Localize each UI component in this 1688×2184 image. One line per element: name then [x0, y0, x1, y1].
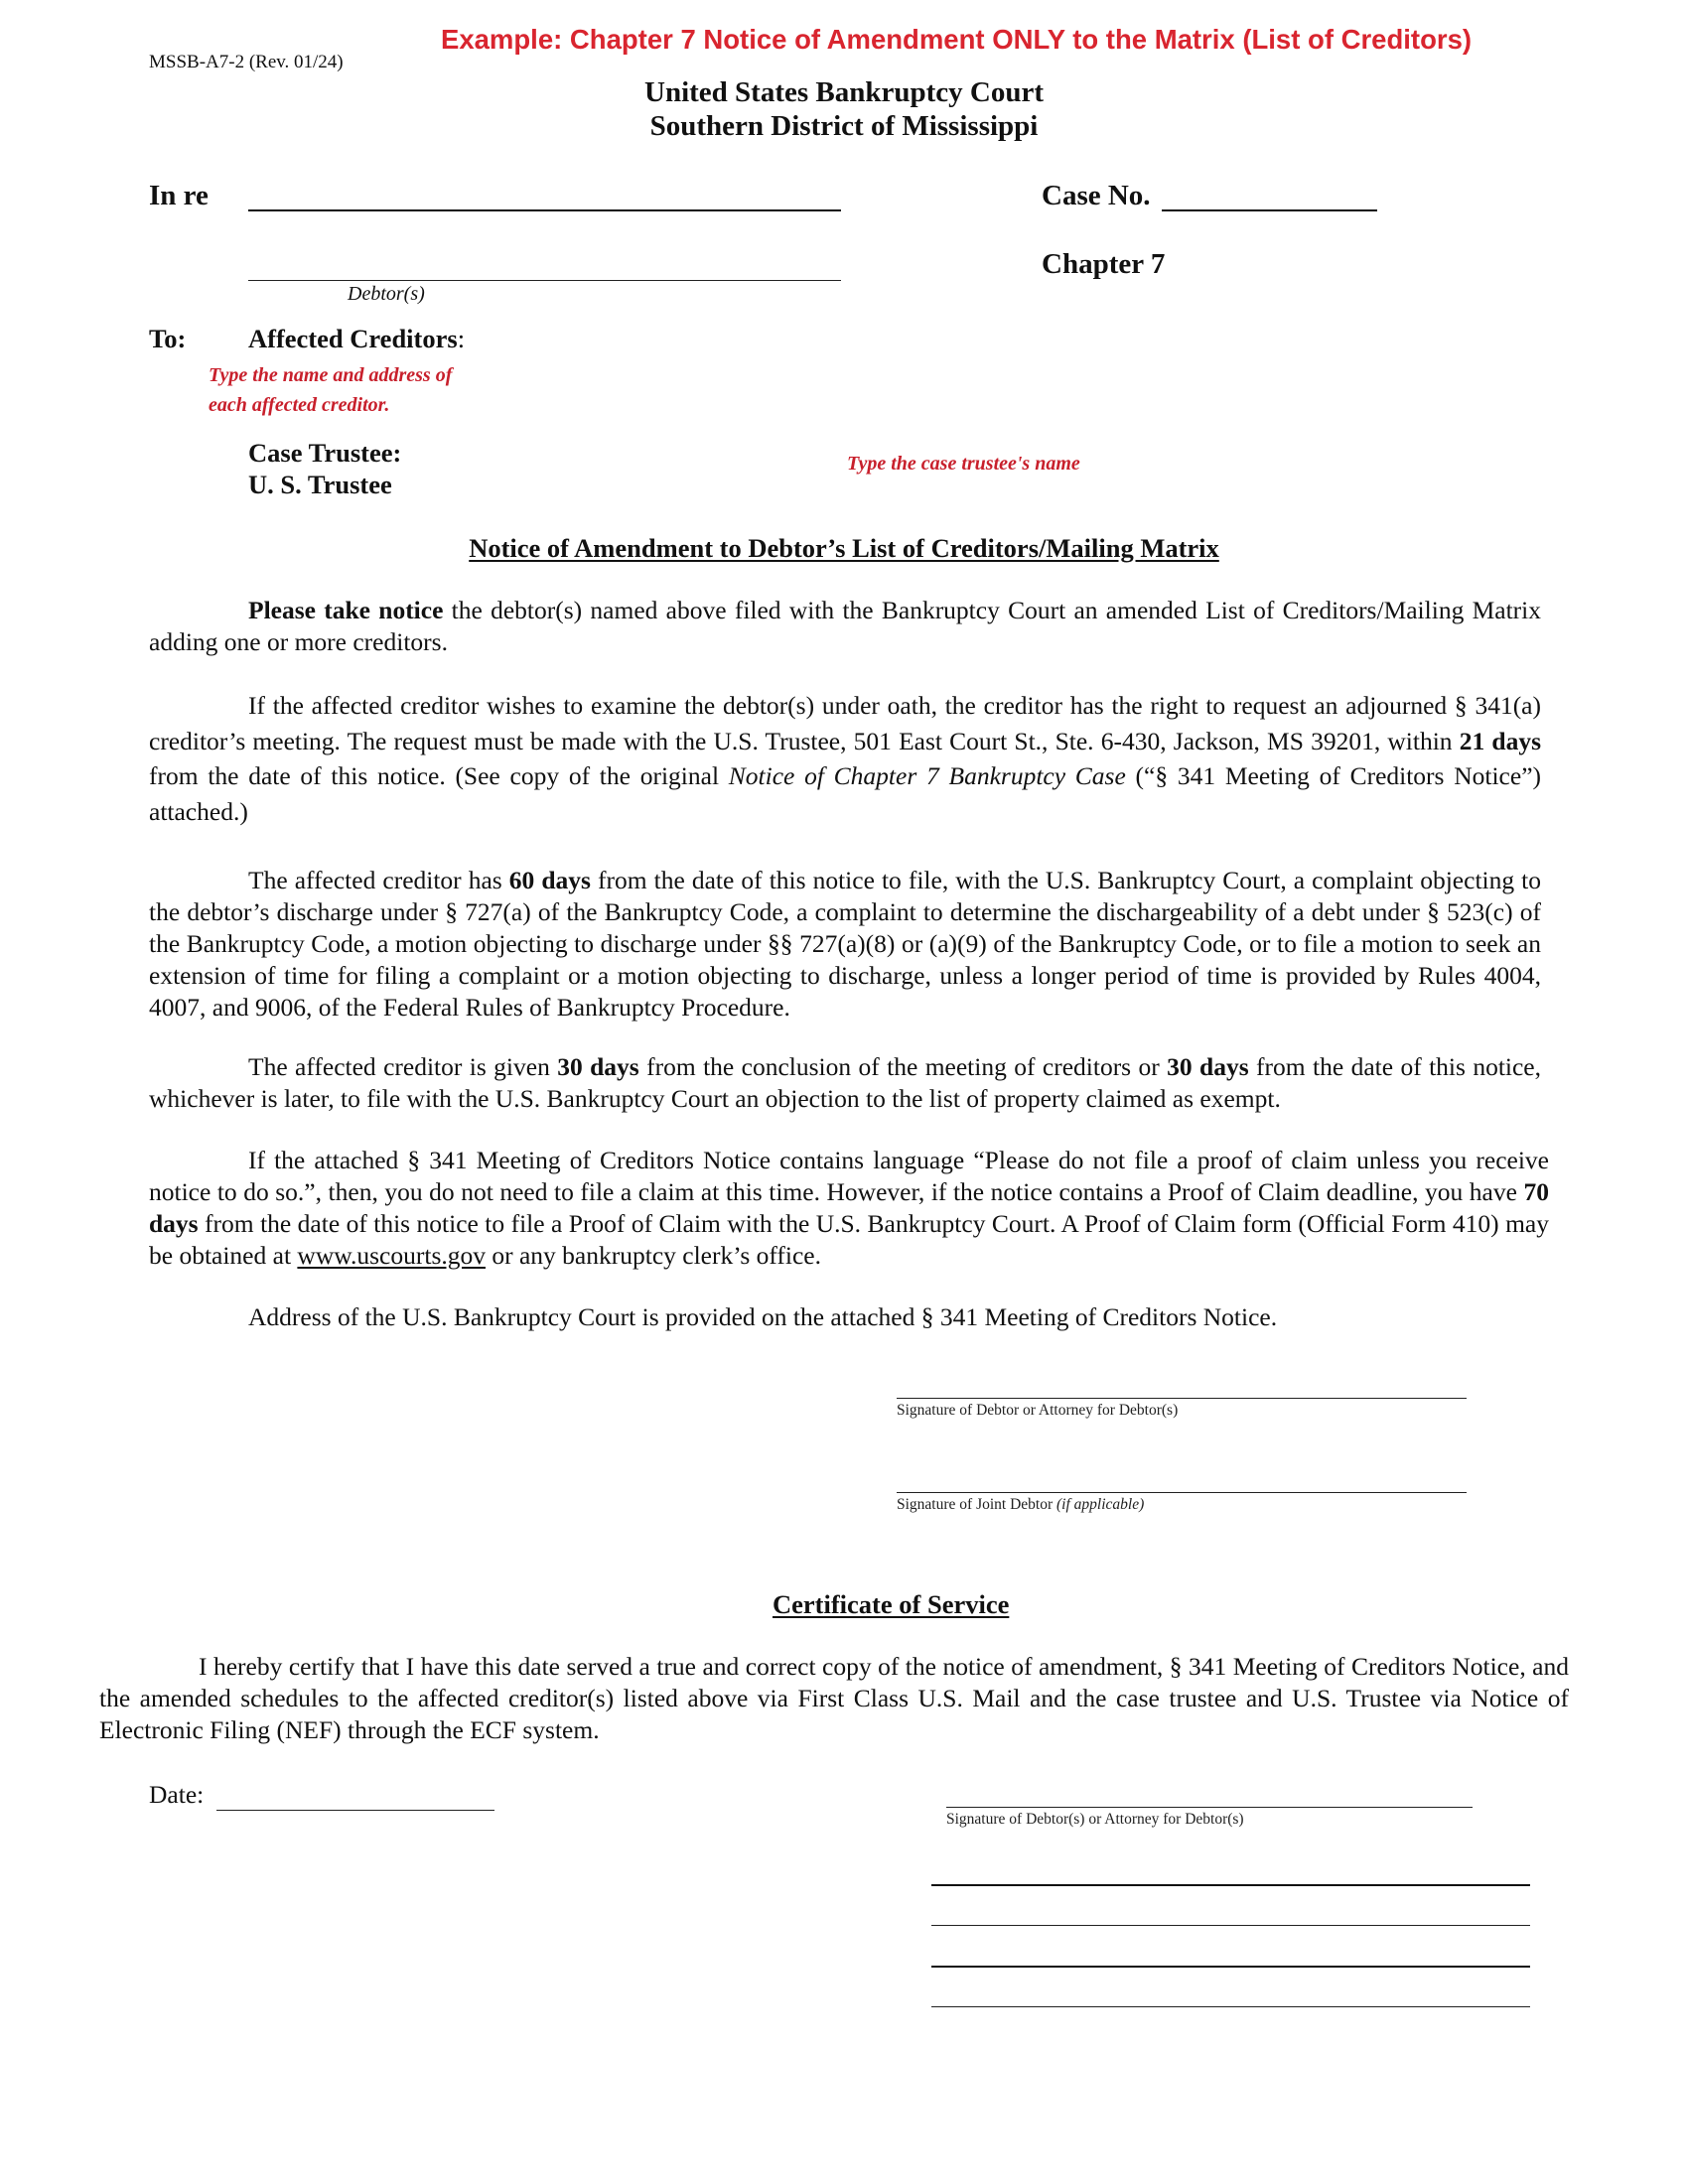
in-re-label: In re: [149, 180, 209, 211]
p4-deadline-2: 30 days: [1167, 1052, 1249, 1081]
joint-debtor-signature-label: [897, 1496, 1144, 1514]
chapter-label: Chapter 7: [1042, 248, 1166, 280]
notice-paragraph-1: [149, 595, 1541, 658]
trustee-hint: Type the case trustee's name: [847, 453, 1080, 475]
p2-text-a: If the affected creditor wishes to examine the debtor(s) under oath, the creditor has the right to request an adjourned § 341(a) creditor’s meeting. The request must be made with the U.S. Trustee, 501 East Court St., Ste. 6-430, Jackson, MS 39201, within: [149, 691, 1541, 755]
notice-paragraph-3: [149, 865, 1541, 1024]
debtor-name-line-1[interactable]: [248, 209, 841, 211]
p1-text: the debtor(s) named above filed with the Bankruptcy Court an amended List of Creditors/Mailing Matrix adding one or more creditors.: [149, 596, 1541, 656]
certificate-text: I hereby certify that I have this date served a true and correct copy of the notice of amendment, § 341 Meeting of Creditors Notice, and the amended schedules to the affected creditor(s) listed above via First Class U.S. Mail and the case trustee and U.S. Trustee via Notice of Electronic Filing (NEF) through the ECF system.: [99, 1652, 1569, 1744]
p2-text-b: from the date of this notice. (See copy of the original: [149, 761, 729, 790]
please-take-notice: Please take notice: [248, 596, 444, 624]
debtor-signature-line[interactable]: [897, 1398, 1467, 1399]
joint-debtor-signature-line[interactable]: [897, 1492, 1467, 1493]
affected-creditors-label: Affected Creditors: [248, 324, 458, 353]
case-no-label: Case No.: [1042, 180, 1151, 211]
attorney-info-line-1[interactable]: [931, 1884, 1530, 1886]
certificate-body: [99, 1651, 1569, 1746]
certificate-signature-line[interactable]: [946, 1807, 1473, 1808]
p3-text-b: from the date of this notice to file, with the U.S. Bankruptcy Court, a complaint objecting to the debtor’s discharge under § 727(a) of the Bankruptcy Code, a complaint to determine the dischargeability of a debt under § 523(c) of the Bankruptcy Code, a motion objecting to discharge under §§ 727(a)(8) or (a)(9) of the Bankruptcy Code, or to file a motion to seek an extension of time for filing a complaint or a motion objecting to discharge, unless a longer period of time is provided by Rules 4004, 4007, and 9006, of the Federal Rules of Bankruptcy Procedure.: [149, 866, 1542, 1022]
p2-notice-title: Notice of Chapter 7 Bankruptcy Case: [728, 761, 1126, 790]
p4-deadline-1: 30 days: [557, 1052, 639, 1081]
attorney-info-line-4[interactable]: [931, 2006, 1530, 2007]
joint-sig-if-applicable: (if applicable): [1056, 1496, 1145, 1513]
p4-text-a: The affected creditor is given: [248, 1052, 558, 1081]
p5-text-c: or any bankruptcy clerk’s office.: [486, 1241, 821, 1270]
creditor-hint-line-1: Type the name and address of: [209, 364, 453, 386]
p3-text-a: The affected creditor has: [248, 866, 509, 894]
p5-text-b: from the date of this notice to file a Proof of Claim with the U.S. Bankruptcy Court. A Proof of Claim form (Official Form 410) may be obtained at: [149, 1209, 1549, 1270]
notice-paragraph-6: [149, 1301, 1541, 1333]
attorney-info-line-3[interactable]: [931, 1966, 1530, 1968]
to-label: To:: [149, 324, 187, 353]
notice-paragraph-5: [149, 1145, 1549, 1272]
joint-sig-text: Signature of Joint Debtor: [897, 1496, 1057, 1513]
attorney-info-line-2[interactable]: [931, 1925, 1530, 1926]
date-line[interactable]: [216, 1810, 494, 1811]
p2-text-c: (“§ 341 Meeting of Creditors Notice”) attached.): [149, 761, 1541, 826]
debtor-signature-label: Signature of Debtor or Attorney for Debtor(s): [897, 1402, 1179, 1419]
form-id: MSSB-A7-2 (Rev. 01/24): [149, 52, 344, 72]
example-banner: Example: Chapter 7 Notice of Amendment ONLY to the Matrix (List of Creditors): [441, 24, 1473, 55]
p4-text-b: from the conclusion of the meeting of creditors or: [638, 1052, 1168, 1081]
case-trustee-label: Case Trustee:: [248, 438, 402, 468]
certificate-title: Certificate of Service: [773, 1589, 1010, 1619]
date-label: Date:: [149, 1780, 205, 1809]
p5-deadline: 70 days: [149, 1177, 1549, 1238]
notice-title: Notice of Amendment to Debtor’s List of Creditors/Mailing Matrix: [469, 533, 1219, 563]
p6-text: Address of the U.S. Bankruptcy Court is provided on the attached § 341 Meeting of Creditors Notice.: [248, 1302, 1278, 1331]
p2-deadline: 21 days: [1459, 726, 1541, 755]
p5-text-a: If the attached § 341 Meeting of Creditors Notice contains language “Please do not file a proof of claim unless you receive notice to do so.”, then, you do not need to file a claim at this time. However, if the notice contains a Proof of Claim deadline, you have: [149, 1146, 1549, 1206]
debtor-label: Debtor(s): [348, 283, 425, 305]
p4-text-c: from the date of this notice, whichever is later, to file with the U.S. Bankruptcy Court an objection to the list of property claimed as exempt.: [149, 1052, 1541, 1113]
court-district: Southern District of Mississippi: [649, 110, 1039, 142]
uscourts-link[interactable]: www.uscourts.gov: [297, 1241, 486, 1270]
p3-deadline: 60 days: [508, 866, 591, 894]
creditor-hint: [209, 360, 452, 420]
affected-creditors-colon: :: [457, 324, 466, 353]
notice-paragraph-4: [149, 1051, 1541, 1115]
affected-creditors-heading: [248, 324, 465, 354]
court-name: United States Bankruptcy Court: [644, 76, 1044, 108]
notice-paragraph-2: [149, 688, 1541, 829]
creditor-hint-line-2: each affected creditor.: [209, 394, 390, 416]
case-no-line[interactable]: [1162, 209, 1377, 211]
certificate-signature-label: Signature of Debtor(s) or Attorney for Debtor(s): [946, 1811, 1244, 1828]
us-trustee-label: U. S. Trustee: [248, 470, 392, 499]
debtor-name-line-2[interactable]: [248, 280, 841, 281]
